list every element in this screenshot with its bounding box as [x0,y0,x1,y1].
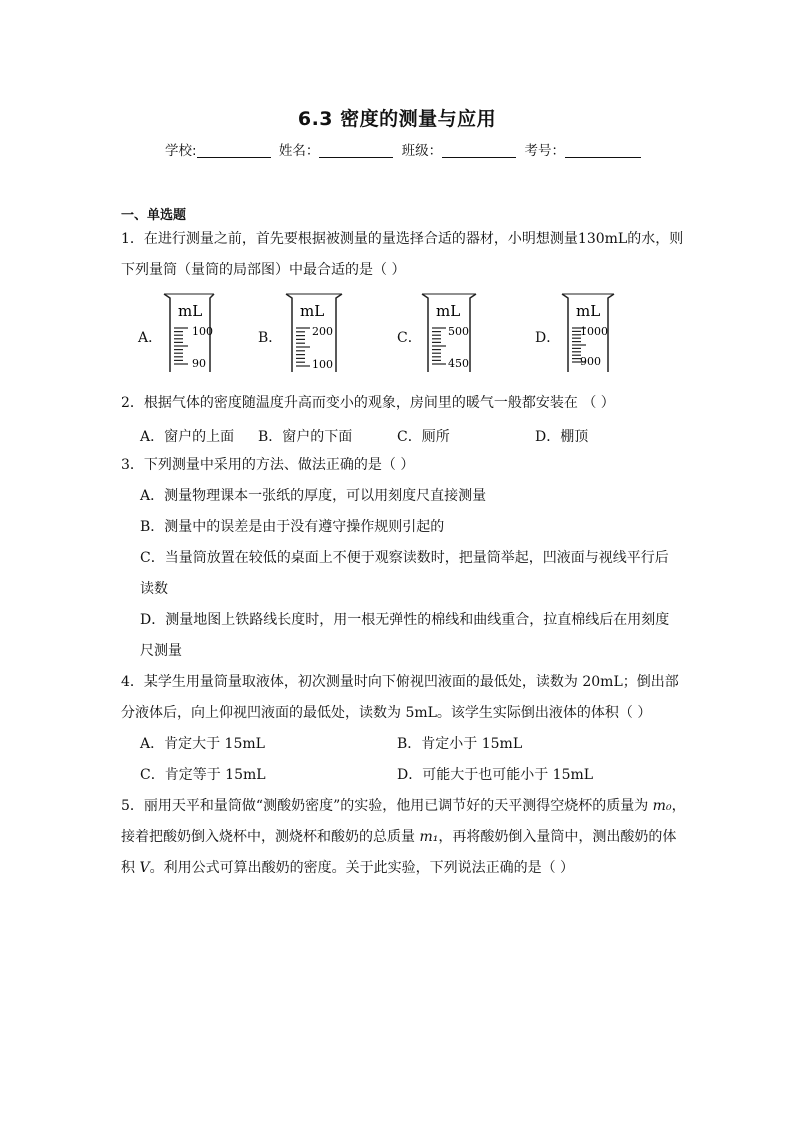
name-label: 姓名： [278,143,320,159]
variable-m0: m₀ [652,798,672,814]
question-2-text: 2．根据气体的密度随温度升高而变小的观象，房间里的暖气一般都安装在 （ ） [121,395,615,411]
question-5-line-1: 5．丽用天平和量筒做“测酸奶密度”的实验，他用已调节好的天平测得空烧杯的质量为 m₀， [121,798,686,814]
cylinder-b-image [284,292,344,378]
cylinder-b-top-value: 200 [312,325,333,338]
cylinder-d-image [560,292,620,378]
question-5-line-2: 接着把酸奶倒入烧杯中，测烧杯和酸奶的总质量 m₁，再将酸奶倒入量筒中，测出酸奶的体 [121,829,677,845]
question-2-option-a: A．窗户的上面 [140,429,235,445]
cylinder-a-unit: mL [178,302,203,320]
cylinder-c-image [420,292,480,378]
cylinder-c-unit: mL [436,302,461,320]
cylinder-b-unit: mL [300,302,325,320]
student-info-row [165,139,645,159]
cylinder-d-unit: mL [576,302,601,320]
option-c-label: C． [397,330,422,346]
question-4-option-d: D．可能大于也可能小于 15mL [397,767,594,783]
question-4-option-b: B．肯定小于 15mL [397,736,523,752]
cylinder-d-top-value: 1000 [580,325,608,338]
cylinder-c-top-value: 500 [448,325,469,338]
question-3-option-c-line-1: C．当量筒放置在较低的桌面上不便于观察读数时，把量筒举起，凹液面与视线平行后 [140,550,669,566]
question-3-option-a: A．测量物理课本一张纸的厚度，可以用刻度尺直接测量 [140,488,487,504]
exam-number-blank [565,143,641,158]
question-3-option-d-line-1: D．测量地图上铁路线长度时，用一根无弹性的棉线和曲线重合，拉直棉线后在用刻度 [140,612,670,628]
exam-number-label: 考号： [524,143,565,159]
question-4-line-2: 分液体后，向上仰视凹液面的最低处，读数为 5mL。该学生实际倒出液体的体积（ ） [121,705,652,721]
question-4-option-a: A．肯定大于 15mL [140,736,265,752]
question-2-option-b: B．窗户的下面 [258,429,353,445]
option-d-label: D． [535,330,561,346]
option-b-label: B． [258,330,283,346]
question-3-text: 3．下列测量中采用的方法、做法正确的是（ ） [121,457,415,473]
school-blank [197,143,271,158]
question-5-line-3: 积 V。利用公式可算出酸奶的密度。关于此实验，下列说法正确的是（ ） [121,860,575,876]
cylinder-d-bottom-value: 900 [580,355,601,368]
question-2-option-d: D．棚顶 [535,429,589,445]
cylinder-b-bottom-value: 100 [312,358,333,371]
question-2-option-c: C．厕所 [397,429,450,445]
question-1-line-1: 1．在进行测量之前，首先要根据被测量的量选择合适的器材，小明想测量130mL的水，则 [121,231,684,247]
cylinder-b-scale [296,328,310,366]
variable-v: V [139,860,150,876]
question-3-option-c-line-2: 读数 [140,581,168,597]
cylinder-c-bottom-value: 450 [448,357,469,370]
page-title: 6.3 密度的测量与应用 [297,108,497,130]
class-blank [442,143,516,158]
cylinder-a-scale [174,328,188,364]
section-title: 一、单选题 [121,208,187,223]
class-label: 班级： [401,143,443,159]
school-label: 学校: [165,143,197,159]
question-4-line-1: 4．某学生用量筒量取液体，初次测量时向下俯视凹液面的最低处，读数为 20mL；倒出部 [121,674,679,690]
name-blank [319,143,393,158]
cylinder-a-bottom-value: 90 [192,357,206,370]
question-3-option-b: B．测量中的误差是由于没有遵守操作规则引起的 [140,519,445,535]
question-4-option-c: C．肯定等于 15mL [140,767,266,783]
cylinder-c-scale [432,328,446,364]
cylinder-a-top-value: 100 [192,325,213,338]
option-a-label: A． [138,330,163,346]
question-3-option-d-line-2: 尺测量 [140,643,182,659]
cylinder-a-image [160,292,220,378]
question-1-line-2: 下列量筒（量筒的局部图）中最合适的是（ ） [121,262,406,278]
variable-m1: m₁ [419,829,439,845]
